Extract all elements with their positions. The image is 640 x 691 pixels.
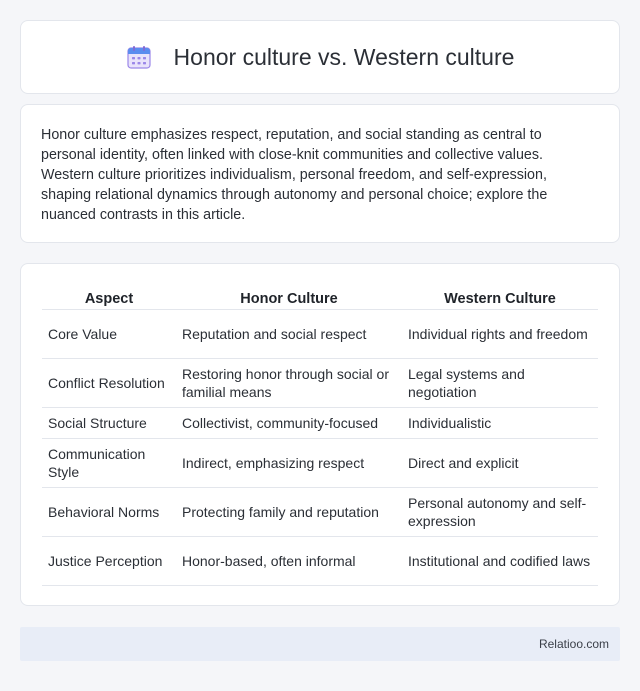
header-honor-culture: Honor Culture (176, 284, 402, 310)
cell-western: Individual rights and freedom (402, 310, 598, 359)
cell-honor: Reputation and social respect (176, 310, 402, 359)
cell-western: Individualistic (402, 408, 598, 439)
cell-western: Direct and explicit (402, 439, 598, 488)
cell-aspect: Social Structure (42, 408, 176, 439)
cell-honor: Honor-based, often informal (176, 537, 402, 586)
comparison-card (20, 263, 620, 606)
table-header-row (42, 284, 598, 310)
cell-honor: Restoring honor through social or familial means (176, 359, 402, 408)
cell-western: Legal systems and negotiation (402, 359, 598, 408)
cell-western: Personal autonomy and self-expression (402, 488, 598, 537)
cell-aspect: Core Value (42, 310, 176, 359)
table-row (42, 408, 598, 439)
footer-brand[interactable]: Relatioo.com (538, 637, 609, 651)
comparison-table (42, 284, 598, 586)
calendar-icon (126, 44, 152, 70)
cell-western: Institutional and codified laws (402, 537, 598, 586)
header-western-culture: Western Culture (402, 284, 598, 310)
cell-honor: Collectivist, community-focused (176, 408, 402, 439)
page-title: Honor culture vs. Western culture (173, 43, 515, 70)
cell-honor: Indirect, emphasizing respect (176, 439, 402, 488)
header-aspect: Aspect (42, 284, 176, 310)
cell-honor: Protecting family and reputation (176, 488, 402, 537)
title-card (20, 20, 620, 94)
table-row (42, 359, 598, 408)
cell-aspect: Conflict Resolution (42, 359, 176, 408)
footer (20, 627, 620, 661)
cell-aspect: Justice Perception (42, 537, 176, 586)
cell-aspect: Behavioral Norms (42, 488, 176, 537)
intro-card (20, 104, 620, 243)
table-row (42, 537, 598, 586)
table-row (42, 439, 598, 488)
table-row (42, 488, 598, 537)
intro-paragraph: Honor culture emphasizes respect, reputation, and social standing as central to personal identity, often linked with close-knit communities and collective values. Western culture prioritizes individualism, personal freedom, and self-expression, shaping relational dynamics through autonomy and personal choice; explore the nuanced contrasts in this article. (41, 127, 548, 223)
cell-aspect: Communication Style (42, 439, 176, 488)
table-row (42, 310, 598, 359)
